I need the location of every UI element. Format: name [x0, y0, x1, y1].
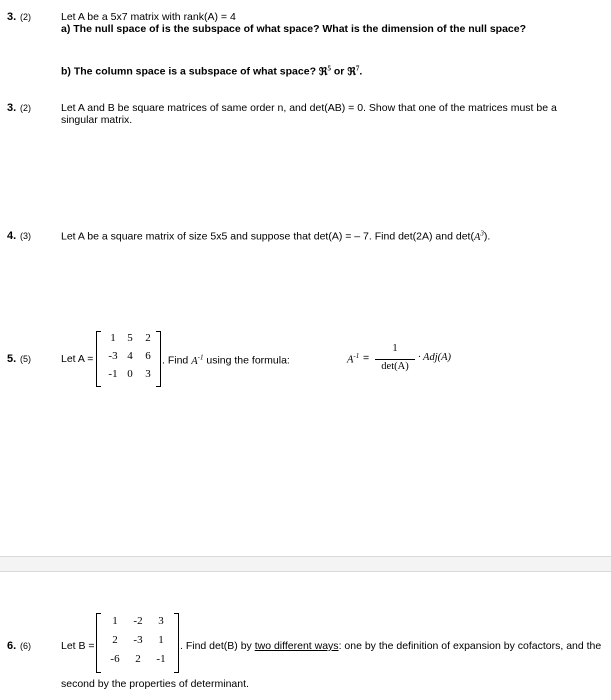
- matrix-cell: 6: [145, 350, 151, 362]
- real-space-symbol: ℜ$^7$: [347, 64, 360, 78]
- matrix-cell: -3: [108, 350, 118, 362]
- matrix-a: [96, 331, 162, 387]
- matrix-cell: 4: [127, 350, 133, 362]
- part-b: b) The column space is a subspace of what space? ℜ$^5$ or ℜ$^7$.: [61, 64, 363, 78]
- question-points: (3): [20, 231, 31, 241]
- question-text: Let A be a 5x7 matrix with rank(A) = 4: [61, 11, 236, 23]
- matrix-cell: -2: [133, 615, 143, 627]
- question-number: 3.: [7, 11, 17, 23]
- formula-rhs: · Adj(A): [418, 352, 452, 363]
- matrix-cell: -6: [110, 653, 120, 665]
- left-bracket: [96, 613, 101, 673]
- question-text-line2: singular matrix.: [61, 114, 133, 126]
- real-space-symbol: ℜ$^5$: [318, 64, 331, 78]
- matrix-cell: 1: [158, 634, 164, 646]
- matrix-cell: -1: [156, 653, 166, 665]
- matrix-a-inverse: $A^{-1}$: [191, 353, 204, 367]
- matrix-cell: -3: [133, 634, 143, 646]
- matrix-b: [96, 613, 180, 673]
- question-points: (2): [20, 103, 31, 113]
- fraction-numerator: 1: [392, 343, 398, 354]
- matrix-cell: 3: [145, 368, 151, 380]
- question-text: . Find $A^{-1}$ using the formula:: [162, 353, 290, 367]
- question-number: 6.: [7, 640, 17, 652]
- fraction-denominator: det(A): [381, 361, 409, 372]
- part-a-text: a) The null space of is the subspace of what space? What is the dimension of the null space?: [61, 23, 526, 35]
- matrix-cell: 1: [110, 332, 116, 344]
- matrix-label: Let A =: [61, 353, 94, 365]
- question-text: Let A and B be square matrices of same order n, and det(AB) = 0. Show that one of the matrices must be a: [61, 102, 557, 114]
- question-number: 3.: [7, 102, 17, 114]
- question-text-line2: second by the properties of determinant.: [61, 678, 249, 690]
- matrix-cell: 3: [158, 615, 164, 627]
- fraction-bar: [375, 359, 415, 360]
- matrix-label: Let B =: [61, 640, 95, 652]
- emphasis-underlined: two different ways: [254, 640, 339, 652]
- matrix-cell: 2: [135, 653, 141, 665]
- matrix-cell: -1: [108, 368, 118, 380]
- matrix-cell: 1: [112, 615, 118, 627]
- question-points: (2): [20, 12, 31, 22]
- left-bracket: [96, 331, 101, 387]
- formula-lhs: $A^{-1}$: [347, 352, 360, 366]
- matrix-cell: 2: [145, 332, 151, 344]
- question-number: 5.: [7, 353, 17, 365]
- question-points: (5): [20, 354, 31, 364]
- question-points: (6): [20, 641, 31, 651]
- matrix-a-symbol: $A^3$: [473, 229, 484, 243]
- page-separator: [0, 556, 611, 572]
- question-text: Let A be a square matrix of size 5x5 and suppose that det(A) = – 7. Find det(2A) and $\det(A^3)$.: [61, 229, 491, 243]
- right-bracket: [174, 613, 179, 673]
- question-number: 4.: [7, 230, 17, 242]
- matrix-cell: 2: [112, 634, 118, 646]
- equals-sign: =: [363, 352, 370, 364]
- matrix-cell: 5: [127, 332, 133, 344]
- right-bracket: [156, 331, 161, 387]
- part-b-text: b) The column space is a subspace of what space?: [61, 65, 316, 78]
- question-text: . Find det(B) by two different ways: one by the definition of expansion by cofactors, and the: [180, 640, 602, 652]
- matrix-cell: 0: [127, 368, 133, 380]
- or-text: or: [333, 65, 345, 78]
